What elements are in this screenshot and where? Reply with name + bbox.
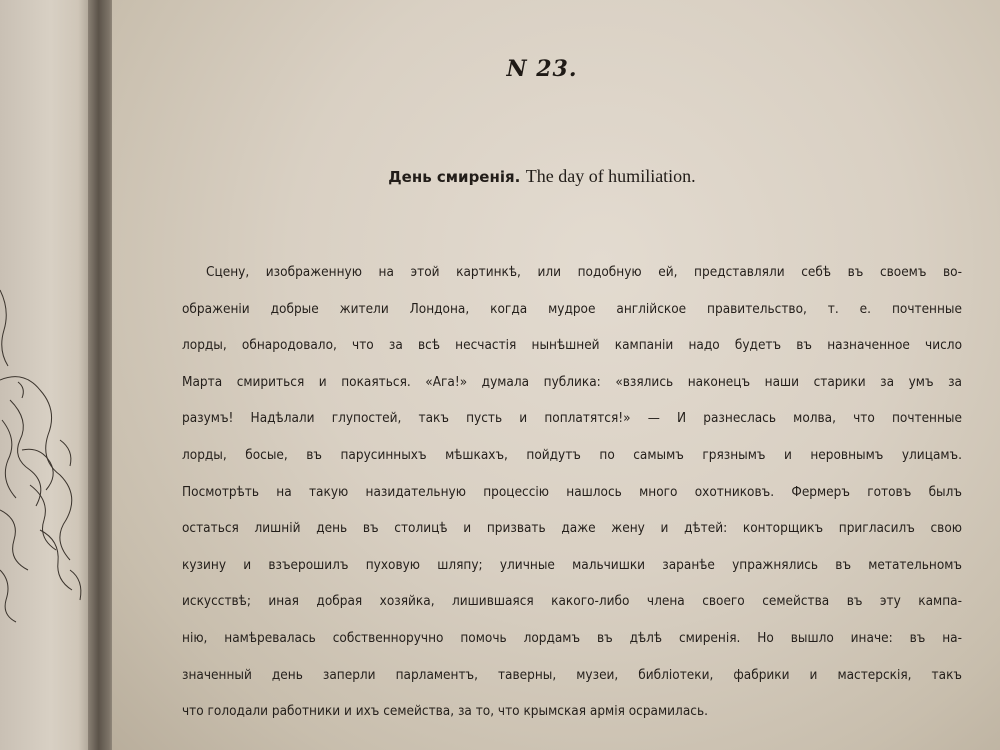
text-line: искусствѣ; иная добрая хозяйка, лишившаяся какого-либо члена своего семейства въ эту кампа-	[182, 593, 962, 610]
text-line: нію, намѣревалась собственноручно помочь лордамъ въ дѣлѣ смиренія. Но вышло иначе: въ на-	[182, 629, 962, 646]
text-line: остаться лишній день въ столицѣ и призвать даже жену и дѣтей: конторщикъ пригласилъ свою	[182, 520, 962, 537]
text-line: Сцену, изображенную на этой картинкѣ, или подобную ей, представляли себѣ въ своемъ во-	[206, 264, 962, 280]
heading-english: The day of humiliation.	[525, 166, 696, 186]
text-line: ображеніи добрые жители Лондона, когда мудрое англійское правительство, т. е. почтенные	[182, 300, 962, 317]
body-paragraph	[182, 254, 962, 730]
facing-page-illustration	[0, 270, 92, 630]
text-line: лорды, босые, въ парусинныхъ мѣшкахъ, пойдутъ по самымъ грязнымъ и неровнымъ улицамъ.	[182, 446, 962, 463]
text-line: значенный день заперли парламентъ, таверны, музеи, библіотеки, фабрики и мастерскія, такъ	[182, 666, 962, 683]
text-line: разумъ! Надѣлали глупостей, такъ пусть и поплатятся!» — И разнеслась молва, что почтенные	[182, 410, 962, 427]
facing-page	[0, 0, 92, 750]
text-line: что голодали работники и ихъ семейства, за то, что крымская армія осрамилась.	[182, 703, 708, 720]
page-number: N 23.	[506, 56, 578, 82]
text-page	[112, 0, 1000, 750]
heading-russian: День смиренія.	[388, 168, 521, 186]
text-line: Марта смириться и покаяться. «Ага!» думала публика: «взялись наконецъ наши старики за умъ за	[182, 373, 962, 390]
text-line: Посмотрѣть на такую назидательную процессію нашлось много охотниковъ. Фермеръ готовъ былъ	[182, 483, 962, 500]
page-heading	[98, 166, 986, 187]
text-line: лорды, обнародовало, что за всѣ несчастія нынѣшней кампаніи надо будетъ въ назначенное число	[182, 337, 962, 354]
text-line: кузину и взъерошилъ пуховую шляпу; уличные мальчишки заранѣе упражнялись въ метательномъ	[182, 556, 962, 573]
